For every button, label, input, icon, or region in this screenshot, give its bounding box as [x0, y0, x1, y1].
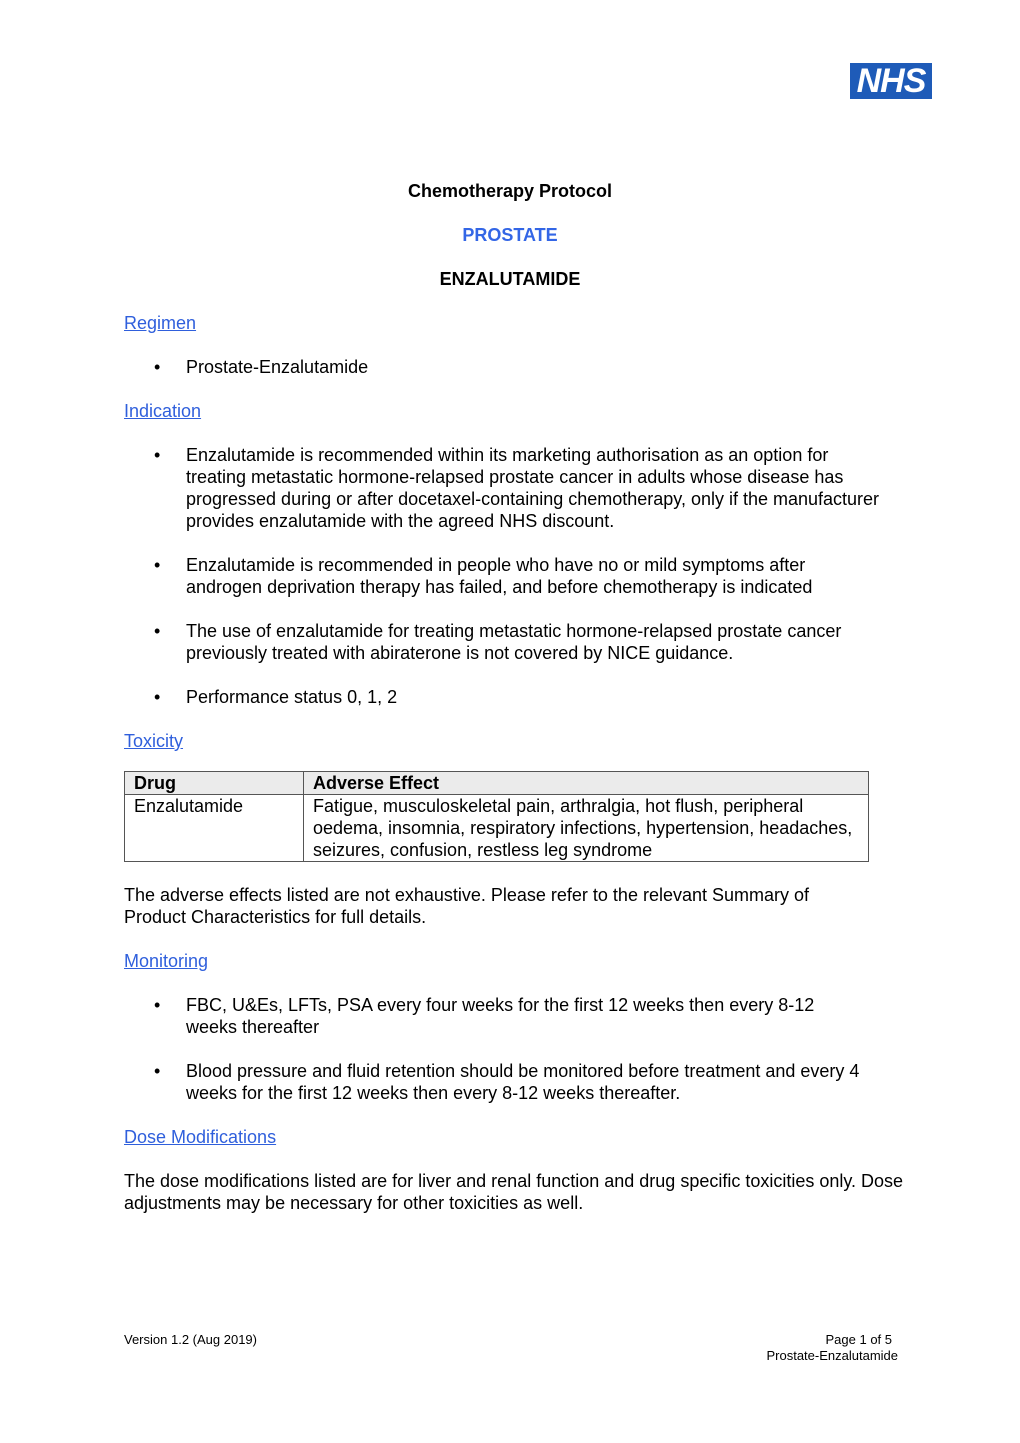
- table-header-row: [125, 772, 869, 795]
- column-header-drug: Drug: [125, 772, 304, 795]
- bullet-icon: •: [154, 995, 161, 1015]
- list-item: • Performance status 0, 1, 2: [154, 687, 398, 707]
- drug-cell: Enzalutamide: [125, 795, 304, 862]
- monitoring-list: [0, 994, 896, 1104]
- document-title: Chemotherapy Protocol: [407, 181, 613, 201]
- footer-document-name: Prostate-Enzalutamide: [766, 1348, 898, 1363]
- bullet-icon: •: [154, 621, 161, 641]
- list-item: • Prostate-Enzalutamide: [154, 357, 369, 377]
- column-header-adverse-effect: Adverse Effect: [304, 772, 869, 795]
- list-item: • Enzalutamide is recommended within its marketing authorisation as an option for treating metastatic hormone-relapsed prostate cancer in adults whose disease has progressed during or after docetaxel-containing chemotherapy, only if the manufacturer provides enzalutamide with the agreed NHS discount.: [154, 445, 880, 531]
- indication-list: [0, 444, 896, 708]
- bullet-icon: •: [154, 357, 161, 377]
- adverse-effect-cell: Fatigue, musculoskeletal pain, arthralgia, hot flush, peripheral oedema, insomnia, respiratory infections, hypertension, headaches, seizures, confusion, restless leg syndrome: [304, 795, 869, 862]
- indication-heading[interactable]: Indication: [124, 401, 202, 421]
- bullet-icon: •: [154, 687, 161, 707]
- table-row: [125, 795, 869, 862]
- footer-page-number: Page 1 of 5: [825, 1332, 892, 1347]
- list-item: • FBC, U&Es, LFTs, PSA every four weeks for the first 12 weeks then every 8-12 weeks thereafter: [154, 995, 815, 1037]
- bullet-icon: •: [154, 445, 161, 465]
- bullet-icon: •: [154, 1061, 161, 1081]
- regimen-heading[interactable]: Regimen: [124, 313, 197, 333]
- regimen-list: [0, 356, 896, 378]
- nhs-logo: NHS: [850, 63, 932, 99]
- list-item: • Blood pressure and fluid retention should be monitored before treatment and every 4 weeks for the first 12 weeks then every 8-12 weeks thereafter.: [154, 1061, 860, 1103]
- cancer-site-title: PROSTATE: [462, 225, 558, 245]
- dose-modifications-heading[interactable]: Dose Modifications: [124, 1127, 277, 1147]
- list-item: • The use of enzalutamide for treating metastatic hormone-relapsed prostate cancer previously treated with abiraterone is not covered by NICE guidance.: [154, 621, 842, 663]
- bullet-icon: •: [154, 555, 161, 575]
- drug-title: ENZALUTAMIDE: [439, 269, 581, 289]
- toxicity-table: [124, 771, 869, 862]
- list-item: • Enzalutamide is recommended in people who have no or mild symptoms after androgen deprivation therapy has failed, and before chemotherapy is indicated: [154, 555, 813, 597]
- toxicity-heading[interactable]: Toxicity: [124, 731, 184, 751]
- toxicity-note: The adverse effects listed are not exhaustive. Please refer to the relevant Summary of Product Characteristics for full details.: [124, 885, 810, 927]
- monitoring-heading[interactable]: Monitoring: [124, 951, 209, 971]
- dose-modifications-text: The dose modifications listed are for liver and renal function and drug specific toxicities only. Dose adjustments may be necessary for other toxicities as well.: [124, 1171, 904, 1213]
- footer-version: Version 1.2 (Aug 2019): [124, 1332, 257, 1347]
